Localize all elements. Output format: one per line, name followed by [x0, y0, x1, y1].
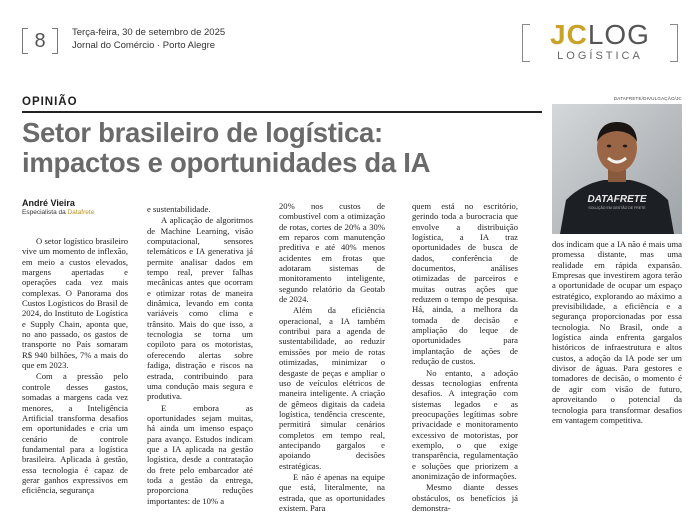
section-label: OPINIÃO	[22, 96, 78, 108]
paragraph: Além da eficiência operacional, a IA também contribui para a agenda de sustentabilidade, ao reduzir emissões por meio de rotas otimizadas, minimizar o desgaste de peças e ampliar o uso de veículos elétricos de maneira inteligente. A criação de gêmeos digitais da cadeia logística, tendência crescente, permitirá simular cenários completos em tempo real, antecipando gargalos e apoiando decisões estratégicas.	[279, 305, 385, 471]
article-column-1	[22, 236, 128, 496]
logo-jc: JC	[550, 19, 588, 50]
article-column-3	[279, 201, 385, 513]
logo-bracket-right	[670, 24, 678, 62]
paragraph: e sustentabilidade.	[147, 204, 211, 214]
section-rule	[22, 111, 542, 113]
photo-credit: DATAFRETE/DIVULGAÇÃO/JC	[613, 96, 682, 101]
paragraph: Com a pressão pelo controle desses gastos, somadas a margens cada vez menores, a Inteligência Artificial transforma desafios em oportunidades e cria um cenário de controle fundamental para a logística brasileira. Aplicada à gestão, essa tecnologia é capaz de gerar ganhos expressivos em eficiência, segurança	[22, 371, 128, 496]
headline-line-1: Setor brasileiro de logística:	[22, 117, 383, 148]
paragraph: A aplicação de algoritmos de Machine Learning, visão computacional, sensores telemáticos e IA generativa já permite analisar dados em tempo real, prever falhas mecânicas antes que ocorram e otimizar rotas de maneira dinâmica, levando em conta variáveis como clima e trânsito. Mais do que isso, a tecnologia se torna um copiloto para os motoristas, oferecendo alertas sobre fadiga, distração e riscos na estrada, contribuindo para uma condução mais segura e produtiva.	[147, 215, 253, 402]
article-column-2	[147, 204, 253, 506]
paragraph: E embora as oportunidades sejam muitas, há ainda um imenso espaço para avanço. Estudos indicam que a IA aplicada na gestão logística, desde a contratação do frete pelo embarcador até toda a gestão da entrega, proporciona reduções importantes: de 10% a	[147, 402, 253, 506]
jclog-logo	[522, 20, 678, 64]
author-company: Datafrete	[67, 209, 95, 216]
paragraph: dos indicam que a IA não é mais uma promessa distante, mas uma realidade em rápida expansão. Empresas que investirem agora terão a oportunidade de ocupar um espaço estratégico, explorando ao máximo a previsibilidade, a eficiência e a segurança proporcionadas por essa tecnologia. No Brasil, onde a logística ainda enfrenta gargalos históricos de infraestrutura e altos custos, a adoção da IA pode ser um divisor de águas. Para gestores e tomadores de decisão, o momento é de agir com visão de futuro, aproveitando o potencial da tecnologia para transformar desafios em vantagem competitiva.	[552, 239, 682, 425]
author-portrait-illustration	[552, 104, 682, 234]
paragraph: No entanto, a adoção dessas tecnologias enfrenta desafios. A integração com sistemas legados e as preocupações legítimas sobre privacidade e monitoramento excessivo de motoristas, por exemplo, o que exige transparência, regulamentação e soluções que priorizem a anonimização de informações.	[412, 367, 518, 481]
page-number-text: 8	[34, 30, 46, 52]
author-role	[22, 209, 94, 216]
paragraph: E não é apenas na equipe que está, literalmente, na estrada, que as oportunidades existem. Para	[279, 471, 385, 513]
author-photo	[552, 104, 682, 234]
paragraph: quem está no escritório, gerindo toda a burocracia que envolve a distribuição logística, a IA traz oportunidades de busca de dados, conferência de documentos, análises otimizadas de parceiros e muitas outras ações que reduzem o tempo de pesquisa. Há, ainda, a melhora da tomada de decisão e ampliação do leque de oportunidades para implantação de ações de redução de custos.	[412, 201, 518, 367]
paragraph: O setor logístico brasileiro vive um momento de inflexão, em meio a custos elevados, margens apertadas e operações cada vez mais complexas. O Panorama dos Custos Logísticos do Brasil de 2024, do Instituto de Logística e Supply Chain, aponta que, no ano passado, os gastos de transporte no País somaram R$ 940 bilhões, 7% a mais do que em 2023.	[22, 236, 128, 371]
issue-date: Terça-feira, 30 de setembro de 2025	[72, 27, 226, 38]
bracket-right	[52, 28, 58, 54]
article-column-5	[552, 239, 682, 425]
author-role-text: Especialista da	[22, 209, 68, 216]
bracket-left	[22, 28, 28, 54]
newspaper-name: Jornal do Comércio · Porto Alegre	[72, 40, 216, 51]
paragraph: 20% nos custos de combustível com a otimização de rotas, cortes de 20% a 30% em reparos com manutenção preditiva e até 40% menos acidentes em frotas que adotaram sistemas de monitoramento inteligente, segundo relatório da Geotab de 2024.	[279, 201, 385, 305]
article-headline	[22, 118, 542, 178]
author-name: André Vieira	[22, 198, 75, 208]
shirt-sub-text: SOLUÇÃO EM GESTÃO DE FRETE	[588, 206, 646, 210]
logo-bracket-left	[522, 24, 530, 62]
headline-line-2: impactos e oportunidades da IA	[22, 147, 431, 178]
shirt-logo-text: DATAFRETE	[587, 194, 647, 205]
paragraph: Mesmo diante desses obstáculos, os benefícios já demonstra-	[412, 482, 518, 513]
article-column-4	[412, 201, 518, 513]
logo-subtitle: LOGÍSTICA	[557, 50, 643, 62]
page-number	[22, 28, 58, 54]
logo-wordmark	[536, 20, 664, 50]
logo-log: LOG	[587, 19, 650, 50]
